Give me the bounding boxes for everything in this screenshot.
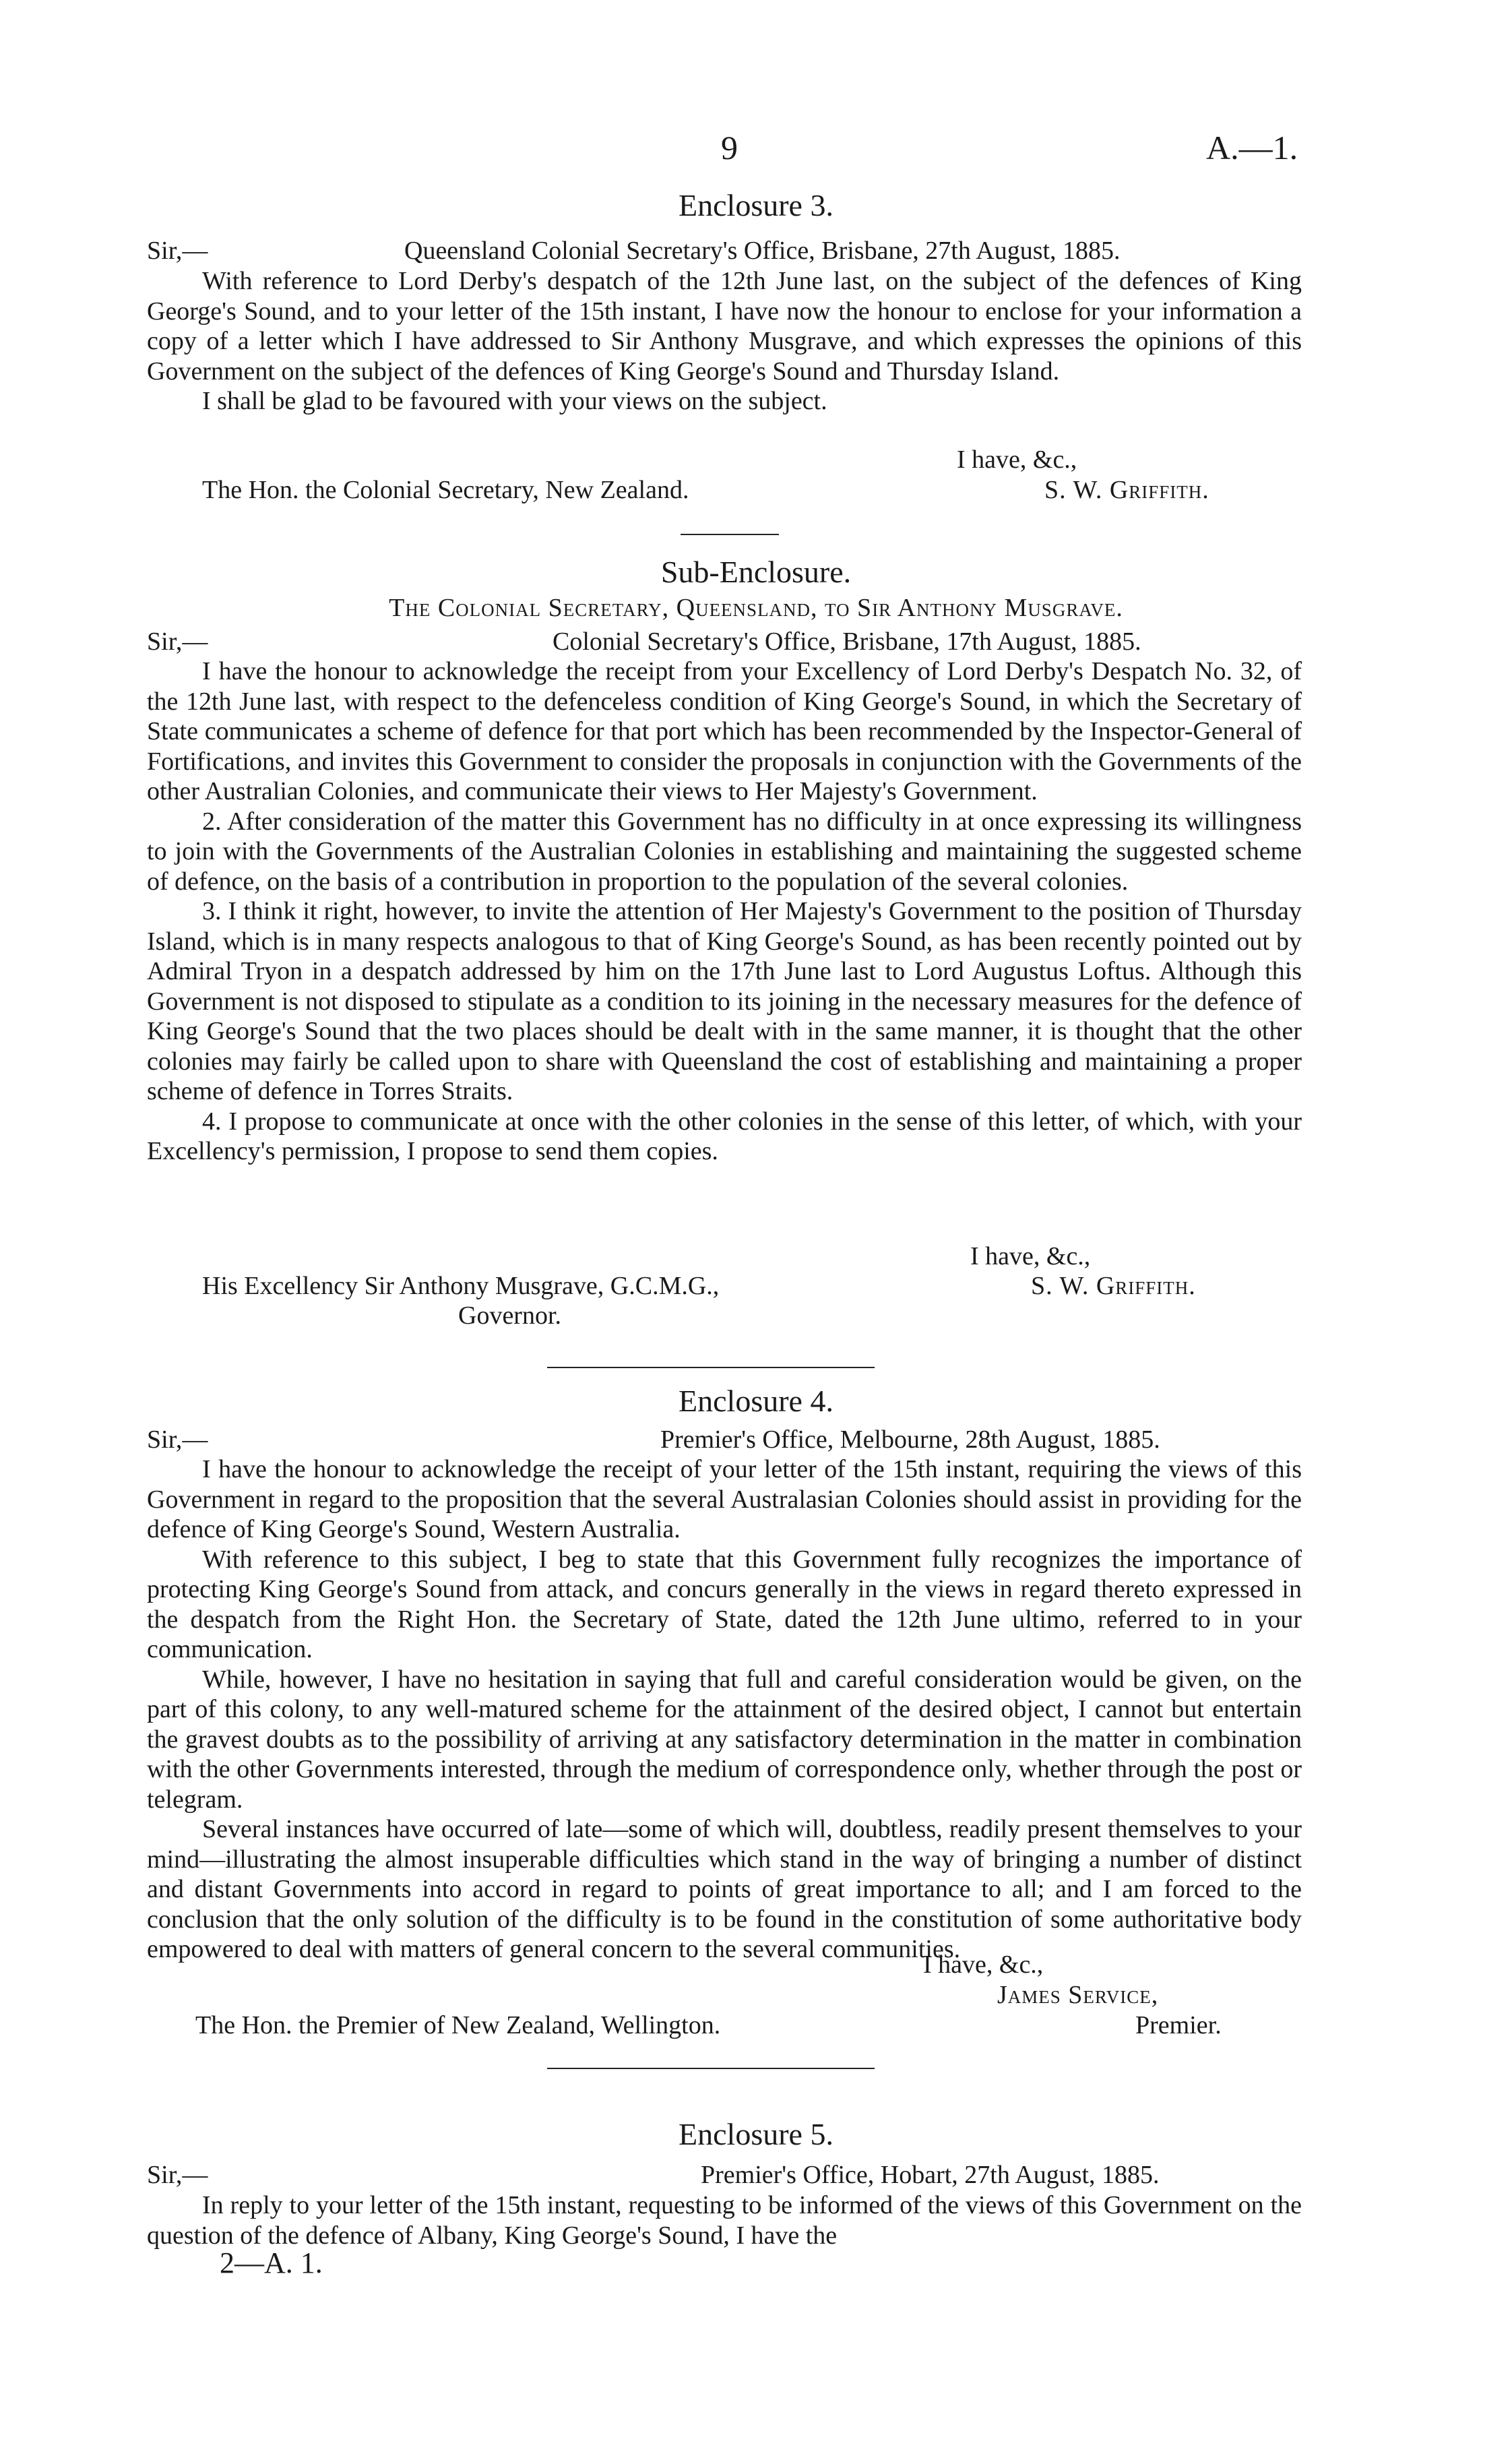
- enclosure-5-paragraph: In reply to your letter of the 15th instant, requesting to be informed of the views of this Government on the question of the defence of Albany, King George's Sound, I have the: [147, 2191, 1302, 2250]
- enclosure-3-signature: S. W. Griffith.: [1044, 476, 1209, 504]
- enclosure-4-paragraph: I have the honour to acknowledge the receipt of your letter of the 15th instant, requiring the views of this Government in regard to the proposition that the several Australasian Colonies should assist in providing for the defence of King George's Sound, Western Australia.: [147, 1455, 1302, 1543]
- sub-enclosure-salutation: Sir,—: [147, 627, 208, 656]
- section-divider: [547, 1367, 875, 1368]
- enclosure-3-salutation: Sir,—: [147, 237, 208, 265]
- sub-enclosure-recipient: His Excellency Sir Anthony Musgrave, G.C.M.G.,: [202, 1272, 720, 1300]
- section-divider: [681, 534, 779, 535]
- enclosure-4-recipient: The Hon. the Premier of New Zealand, Wellington.: [195, 2011, 721, 2039]
- enclosure-3-address: Queensland Colonial Secretary's Office, Brisbane, 27th August, 1885.: [404, 237, 1121, 265]
- signature-mark: 2—A. 1.: [220, 2246, 323, 2279]
- sub-enclosure-paragraph: I have the honour to acknowledge the receipt from your Excellency of Lord Derby's Despatch No. 32, of the 12th June last, with respect to the defenceless condition of King George's Sound, in which the Secretary of State communicates a scheme of defence for that port which has been recommended by the Inspector-General of Fortifications, and invites this Government to consider the proposals in conjunction with the Governments of the other Australian Colonies, and communicate their views to Her Majesty's Government.: [147, 657, 1302, 805]
- sub-enclosure-recipient-title: Governor.: [458, 1301, 562, 1330]
- enclosure-4-paragraph: With reference to this subject, I beg to state that this Government fully recognizes the importance of protecting King George's Sound from attack, and concurs generally in the views in regard thereto expressed in the despatch from the Right Hon. the Secretary of State, dated the 12th June ultimo, referred to in your communication.: [147, 1545, 1302, 1663]
- enclosure-4-signature-title: Premier.: [1135, 2011, 1222, 2039]
- sub-enclosure-title: Sub-Enclosure.: [660, 555, 852, 589]
- enclosure-3-paragraph: I shall be glad to be favoured with your views on the subject.: [202, 387, 827, 415]
- enclosure-4-closing: I have, &c.,: [923, 1950, 1044, 1979]
- enclosure-5-address: Premier's Office, Hobart, 27th August, 1885.: [701, 2161, 1160, 2189]
- sub-enclosure-paragraph: 3. I think it right, however, to invite the attention of Her Majesty's Government to the position of Thursday Island, which is in many respects analogous to that of King George's Sound, as has been recently pointed out by Admiral Tryon in a despatch addressed by him on the 17th June last to Lord Augustus Loftus. Although this Government is not disposed to stipulate as a condition to its joining in the necessary measures for the defence of King George's Sound that the two places should be dealt with in the same manner, it is thought that the other colonies may fairly be called upon to share with Queensland the cost of establishing and maintaining a proper scheme of defence in Torres Straits.: [147, 897, 1302, 1105]
- enclosure-4-salutation: Sir,—: [147, 1425, 208, 1454]
- sub-enclosure-from-line: The Colonial Secretary, Queensland, to Sir Anthony Musgrave.: [389, 594, 1123, 622]
- page-number: 9: [721, 129, 738, 166]
- enclosure-5-title: Enclosure 5.: [679, 2117, 833, 2151]
- enclosure-4-title: Enclosure 4.: [679, 1384, 833, 1418]
- sub-enclosure-signature: S. W. Griffith.: [1031, 1272, 1196, 1300]
- sub-enclosure-body: [147, 656, 1302, 1167]
- enclosure-4-address: Premier's Office, Melbourne, 28th August, 1885.: [660, 1425, 1160, 1454]
- sub-enclosure-paragraph: 2. After consideration of the matter this Government has no difficulty in at once expressing its willingness to join with the Governments of the Australian Colonies in establishing and maintaining the suggested scheme of defence, on the basis of a contribution in proportion to the population of the several colonies.: [147, 807, 1302, 896]
- section-divider: [547, 2068, 875, 2069]
- enclosure-5-salutation: Sir,—: [147, 2161, 208, 2189]
- enclosure-5-body: [147, 2190, 1302, 2250]
- sub-enclosure-paragraph: 4. I propose to communicate at once with the other colonies in the sense of this letter, of which, with your Excellency's permission, I propose to send them copies.: [147, 1107, 1302, 1165]
- enclosure-4-paragraph: Several instances have occurred of late—some of which will, doubtless, readily present themselves to your mind—illustrating the almost insuperable difficulties which stand in the way of bringing a number of distinct and distant Governments into accord in regard to points of great importance to all; and I am forced to the conclusion that the only solution of the difficulty is to be found in the constitution of some authoritative body empowered to deal with matters of general concern to the several communities.: [147, 1815, 1302, 1963]
- enclosure-3-title: Enclosure 3.: [679, 188, 833, 222]
- sub-enclosure-closing: I have, &c.,: [970, 1242, 1091, 1270]
- enclosure-3-paragraph: With reference to Lord Derby's despatch of the 12th June last, on the subject of the defences of King George's Sound, and to your letter of the 15th instant, I have now the honour to enclose for your information a copy of a letter which I have addressed to Sir Anthony Musgrave, and which expresses the opinions of this Government on the subject of the defences of King George's Sound and Thursday Island.: [147, 267, 1302, 386]
- sub-enclosure-address: Colonial Secretary's Office, Brisbane, 17th August, 1885.: [553, 627, 1141, 656]
- enclosure-4-body: [147, 1454, 1302, 1965]
- enclosure-3-closing: I have, &c.,: [957, 445, 1077, 474]
- enclosure-3-recipient: The Hon. the Colonial Secretary, New Zealand.: [202, 476, 689, 504]
- enclosure-4-signature: James Service,: [997, 1981, 1159, 2009]
- enclosure-4-paragraph: While, however, I have no hesitation in saying that full and careful consideration would be given, on the part of this colony, to any well-matured scheme for the attainment of the desired object, I cannot but entertain the gravest doubts as to the possibility of arriving at any satisfactory determination in the matter in combination with the other Governments interested, through the medium of correspondence only, whether through the post or telegram.: [147, 1665, 1302, 1814]
- document-code: A.—1.: [1206, 129, 1298, 166]
- enclosure-3-body: [147, 266, 1302, 417]
